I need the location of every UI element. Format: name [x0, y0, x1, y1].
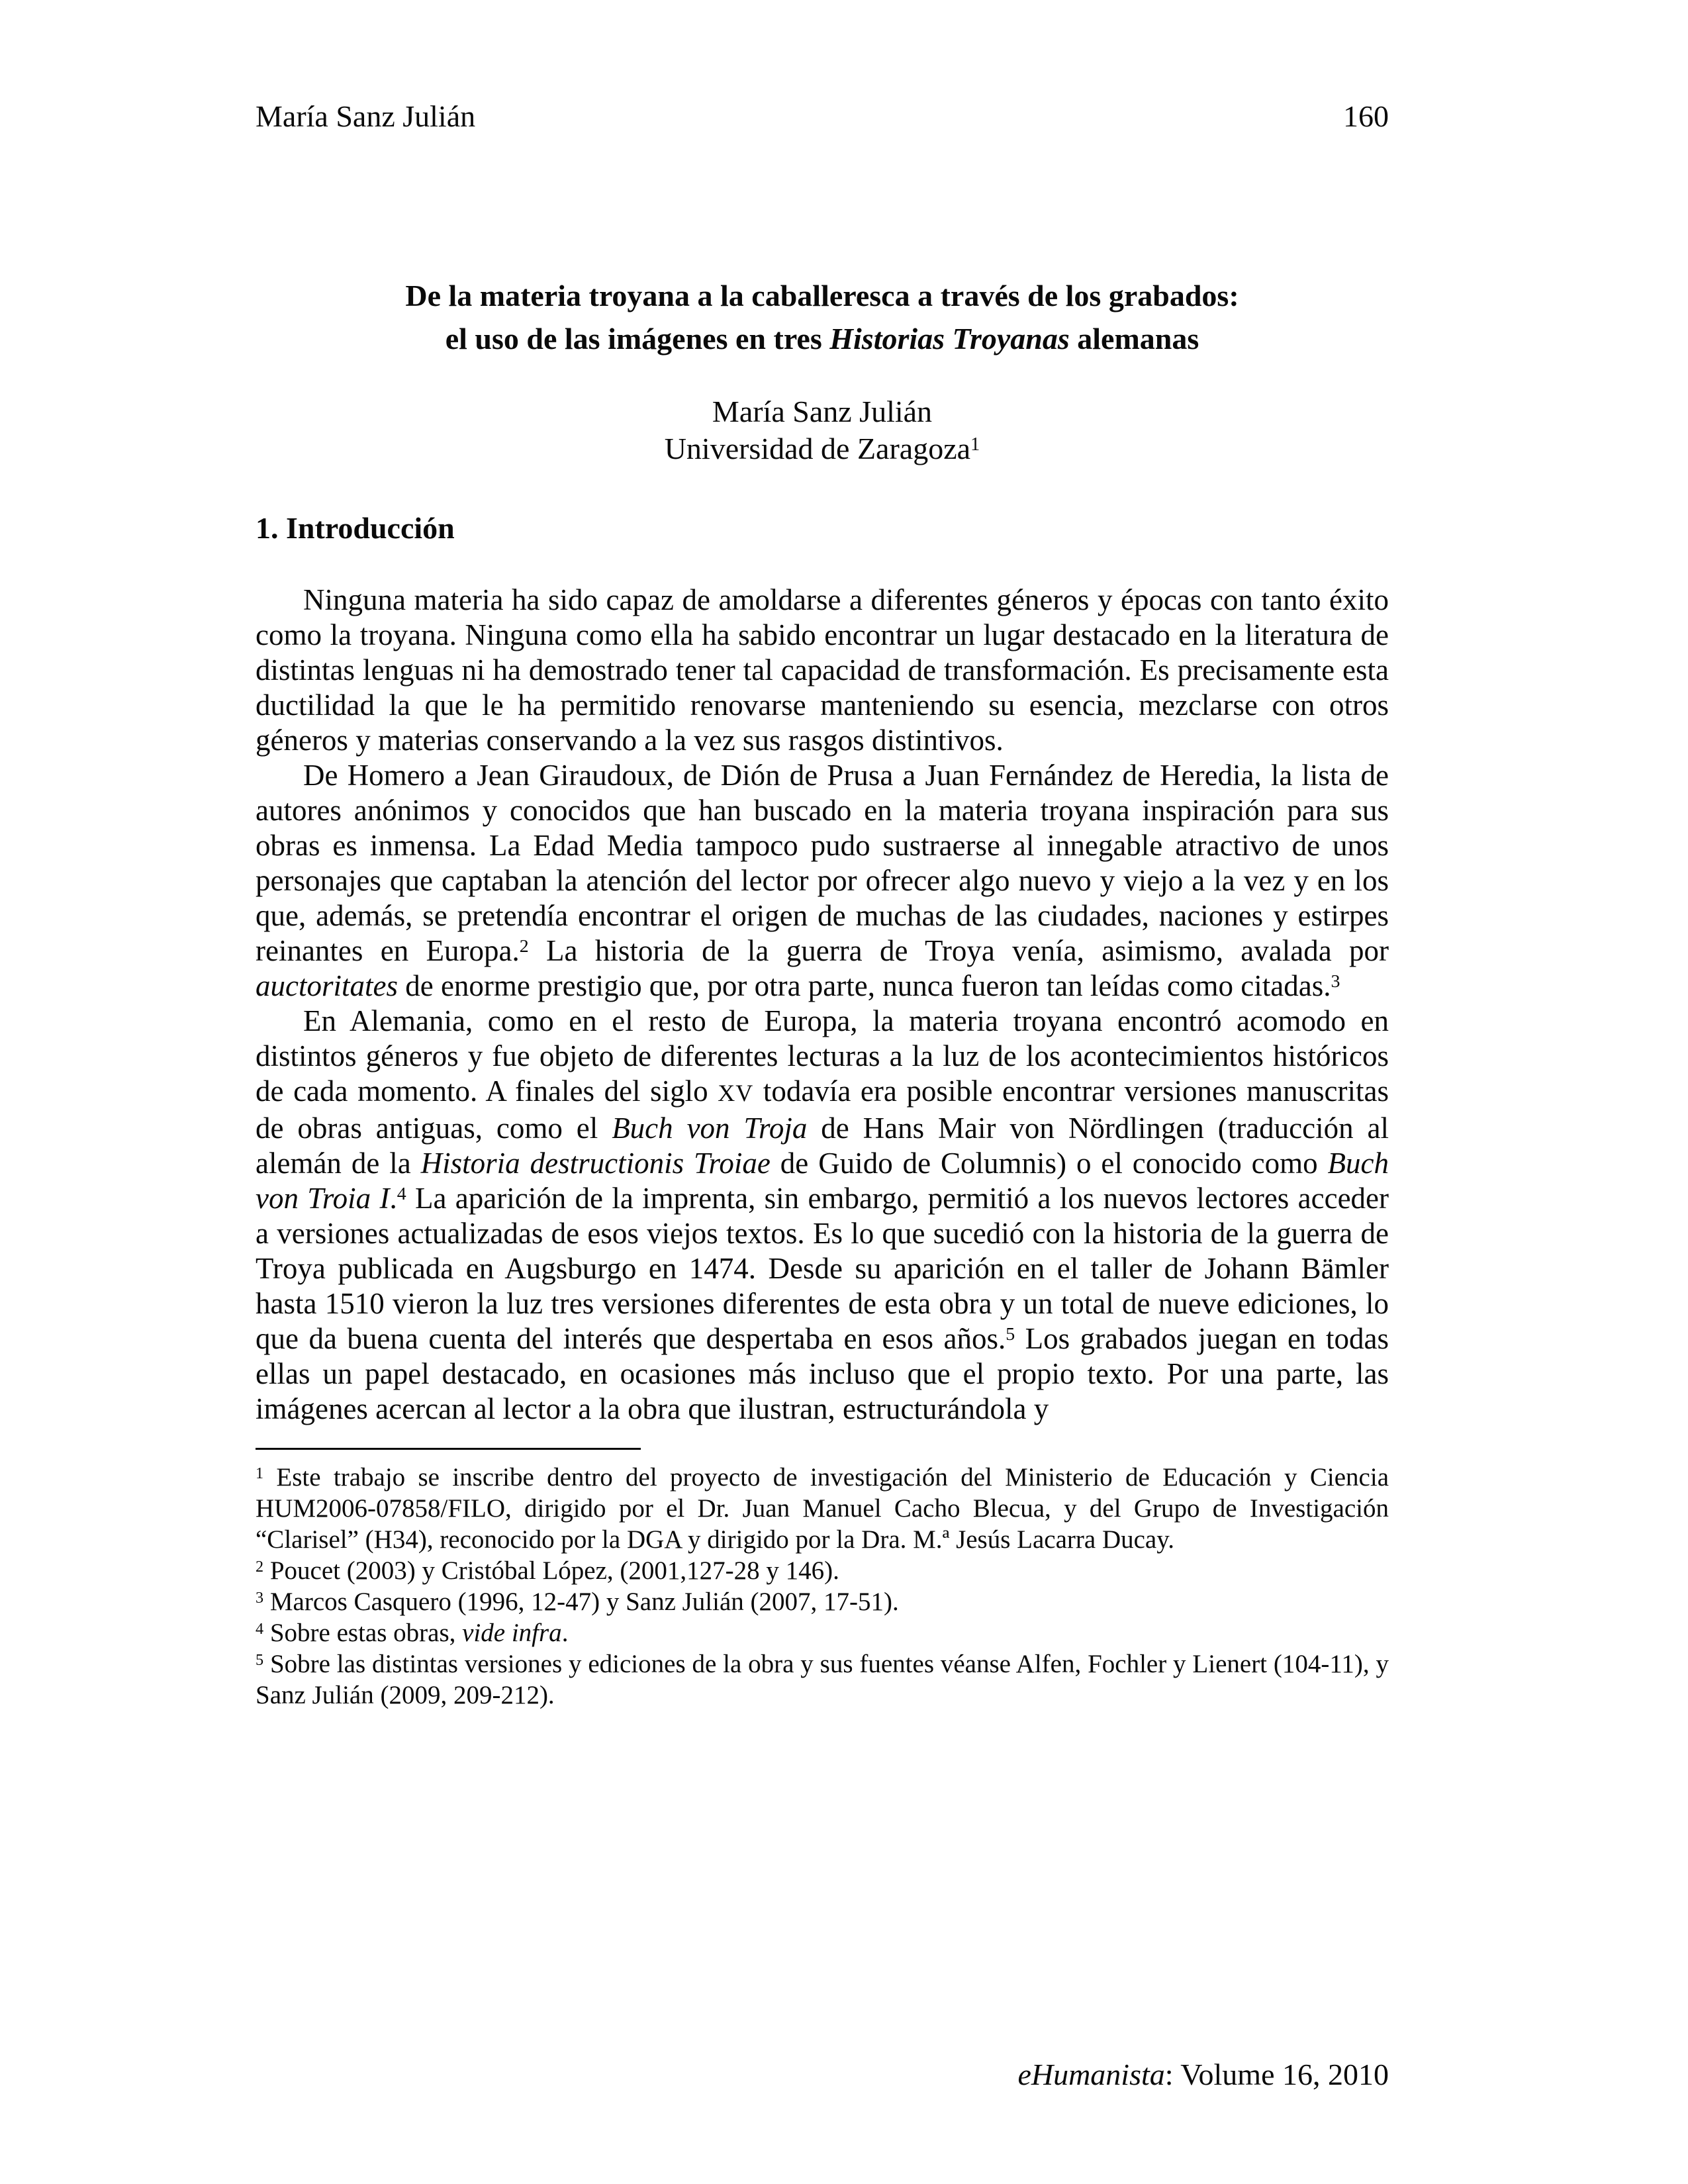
footnote-2: $^2$ Poucet (2003) y Cristóbal López, (2001,127-28 y 146). — [256, 1556, 839, 1585]
author-affiliation: Universidad de Zaragoza$^1$ — [664, 432, 980, 465]
running-header-author: María Sanz Julián — [256, 99, 476, 133]
footnotes — [256, 1462, 1389, 1711]
section-heading-introduction: 1. Introducción — [256, 511, 455, 545]
article-title — [256, 274, 1389, 360]
footnote-4: $^4$ Sobre estas obras, vide infra. — [256, 1619, 569, 1647]
article-title-line-1: De la materia troyana a la caballeresca a través de los grabados: — [405, 279, 1239, 312]
footnote-5: $^5$ Sobre las distintas versiones y ediciones de la obra y sus fuentes véanse Alfen, Fochler y Lienert (104-11), y Sanz Julián (2009, 209-212). — [256, 1650, 1389, 1709]
article-title-line-2: el uso de las imágenes en tres Historias Troyanas alemanas — [445, 322, 1199, 356]
byline — [256, 393, 1389, 467]
page-number: 160 — [1343, 99, 1389, 133]
author-name: María Sanz Julián — [712, 395, 933, 428]
journal-footer: eHumanista: Volume 16, 2010 — [1017, 2058, 1389, 2091]
article-body — [256, 583, 1389, 1427]
body-paragraph-3: En Alemania, como en el resto de Europa, la materia troyana encontró acomodo en distintos géneros y fue objeto de diferentes lecturas a la luz de los acontecimientos históricos de cada momento. A finales del siglo XV todavía era posible encontrar versiones manuscritas de obras antiguas, como el Buch von Troja de Hans Mair von Nördlingen (traducción al alemán de la Historia destructionis Troiae de Guido de Columnis) o el conocido como Buch von Troia I.$^4$ La aparición de la imprenta, sin embargo, permitió a los nuevos lectores acceder a versiones actualizadas de esos viejos textos. Es lo que sucedió con la historia de la guerra de Troya publicada en Augsburgo en 1474. Desde su aparición en el taller de Johann Bämler hasta 1510 vieron la luz tres versiones diferentes de esta obra y un total de nueve ediciones, lo que da buena cuenta del interés que despertaba en esos años.$^5$ Los grabados juegan en todas ellas un papel destacado, en ocasiones más incluso que el propio texto. Por una parte, las imágenes acercan al lector a la obra que ilustran, estructurándola y — [256, 1004, 1389, 1425]
footnote-separator — [256, 1448, 641, 1450]
body-paragraph-2: De Homero a Jean Giraudoux, de Dión de Prusa a Juan Fernández de Heredia, la lista de autores anónimos y conocidos que han buscado en la materia troyana inspiración para sus obras es inmensa. La Edad Media tampoco pudo sustraerse al innegable atractivo de unos personajes que captaban la atención del lector por ofrecer algo nuevo y viejo a la vez y en los que, además, se pretendía encontrar el origen de muchas de las ciudades, naciones y estirpes reinantes en Europa.$^2$ La historia de la guerra de Troya venía, asimismo, avalada por auctoritates de enorme prestigio que, por otra parte, nunca fueron tan leídas como citadas.$^3$ — [256, 759, 1389, 1002]
footnote-1: $^1$ Este trabajo se inscribe dentro del proyecto de investigación del Ministerio de Educación y Ciencia HUM2006-07858/FILO, dirigido por el Dr. Juan Manuel Cacho Blecua, y del Grupo de Investigación “Clarisel” (H34), reconocido por la DGA y dirigido por la Dra. M.ª Jesús Lacarra Ducay. — [256, 1463, 1389, 1554]
body-paragraph-1: Ninguna materia ha sido capaz de amoldarse a diferentes géneros y épocas con tanto éxito como la troyana. Ninguna como ella ha sabido encontrar un lugar destacado en la literatura de distintas lenguas ni ha demostrado tener tal capacidad de transformación. Es precisamente esta ductilidad la que le ha permitido renovarse manteniendo su esencia, mezclarse con otros géneros y materias conservando a la vez sus rasgos distintivos. — [256, 583, 1389, 757]
footnote-3: $^3$ Marcos Casquero (1996, 12-47) y Sanz Julián (2007, 17-51). — [256, 1588, 899, 1616]
running-header — [256, 98, 1389, 135]
